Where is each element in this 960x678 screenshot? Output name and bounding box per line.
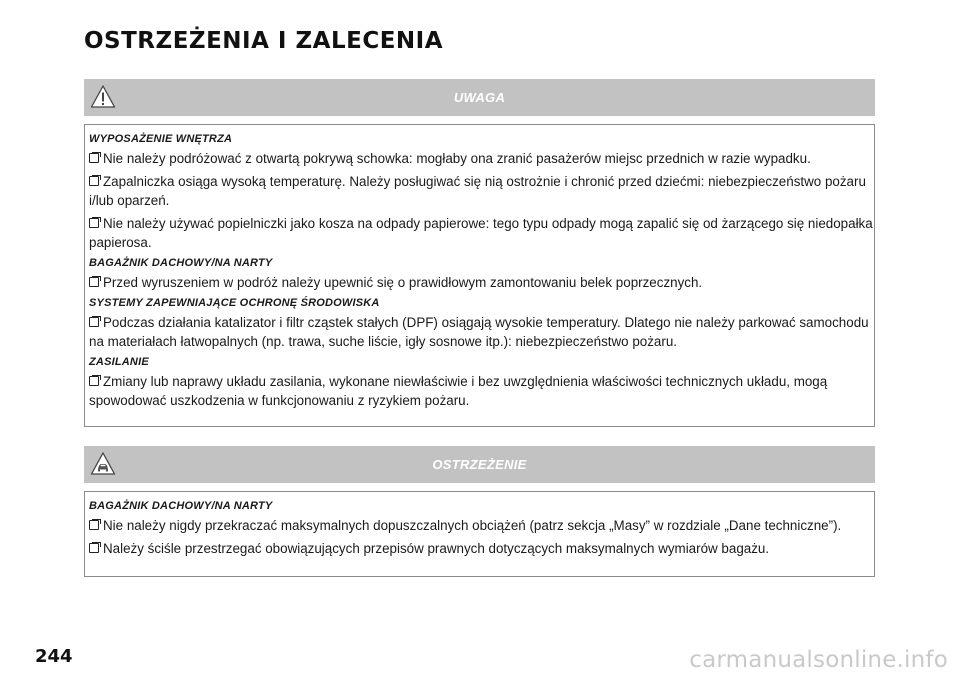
- list-item: [89, 313, 874, 351]
- item-text: Nie należy nigdy przekraczać maksymalnych dopuszczalnych obciążeń (patrz sekcja „Masy” w rozdziale „Dane techniczne”).: [103, 518, 842, 533]
- section-title: ZASILANIE: [89, 356, 149, 368]
- list-item: [89, 273, 874, 292]
- item-text: Nie należy używać popielniczki jako kosza na odpady papierowe: tego typu odpady mogą zapalić się od żarzącego się niedopałka papierosa.: [89, 216, 873, 250]
- list-item: [89, 372, 874, 410]
- list-item: [89, 214, 874, 252]
- warning-box-header: [84, 79, 875, 116]
- item-text: Należy ściśle przestrzegać obowiązujących przepisów prawnych dotyczących maksymalnych wymiarów bagażu.: [103, 541, 770, 556]
- warning-box-body: [84, 124, 875, 427]
- item-text: Podczas działania katalizator i filtr cząstek stałych (DPF) osiągają wysokie temperatury. Dlatego nie należy parkować samochodu na materiałach łatwopalnych (np. trawa, suche liście, igły sosnowe itp.): niebezpieczeństwo pożaru.: [89, 315, 869, 349]
- page-number: 244: [35, 646, 73, 667]
- checkbox-bullet-icon: [89, 543, 99, 553]
- checkbox-bullet-icon: [89, 376, 99, 386]
- section-title: WYPOSAŻENIE WNĘTRZA: [89, 133, 233, 145]
- list-item: [89, 539, 874, 558]
- item-text: Nie należy podróżować z otwartą pokrywą schowka: mogłaby ona zranić pasażerów miejsc przednich w razie wypadku.: [103, 151, 811, 166]
- warning-box-ostrzezenie: [84, 446, 875, 577]
- section-title: SYSTEMY ZAPEWNIAJĄCE OCHRONĘ ŚRODOWISKA: [89, 297, 380, 309]
- warning-box-label: OSTRZEŻENIE: [432, 457, 527, 472]
- list-item: [89, 516, 874, 535]
- list-item: [89, 172, 874, 210]
- checkbox-bullet-icon: [89, 218, 99, 228]
- item-text: Zapalniczka osiąga wysoką temperaturę. Należy posługiwać się nią ostrożnie i chronić przed dziećmi: niebezpieczeństwo pożaru i/lub oparzeń.: [89, 174, 866, 208]
- section-title: BAGAŻNIK DACHOWY/NA NARTY: [89, 500, 273, 512]
- checkbox-bullet-icon: [89, 317, 99, 327]
- warning-box-uwaga: [84, 79, 875, 427]
- item-text: Zmiany lub naprawy układu zasilania, wykonane niewłaściwie i bez uwzględnienia właściwości technicznych układu, mogą spowodować uszkodzenia w funkcjonowaniu z ryzykiem pożaru.: [89, 374, 828, 408]
- warning-box-header: [84, 446, 875, 483]
- checkbox-bullet-icon: [89, 153, 99, 163]
- warning-box-label: UWAGA: [453, 90, 506, 105]
- checkbox-bullet-icon: [89, 277, 99, 287]
- warning-box-body: [84, 491, 875, 577]
- list-item: [89, 149, 874, 168]
- page-title: OSTRZEŻENIA I ZALECENIA: [84, 28, 444, 54]
- item-text: Przed wyruszeniem w podróż należy upewnić się o prawidłowym zamontowaniu belek poprzecznych.: [103, 275, 703, 290]
- section-title: BAGAŻNIK DACHOWY/NA NARTY: [89, 257, 273, 269]
- checkbox-bullet-icon: [89, 176, 99, 186]
- checkbox-bullet-icon: [89, 520, 99, 530]
- watermark: carmanualsonline.info: [689, 647, 948, 673]
